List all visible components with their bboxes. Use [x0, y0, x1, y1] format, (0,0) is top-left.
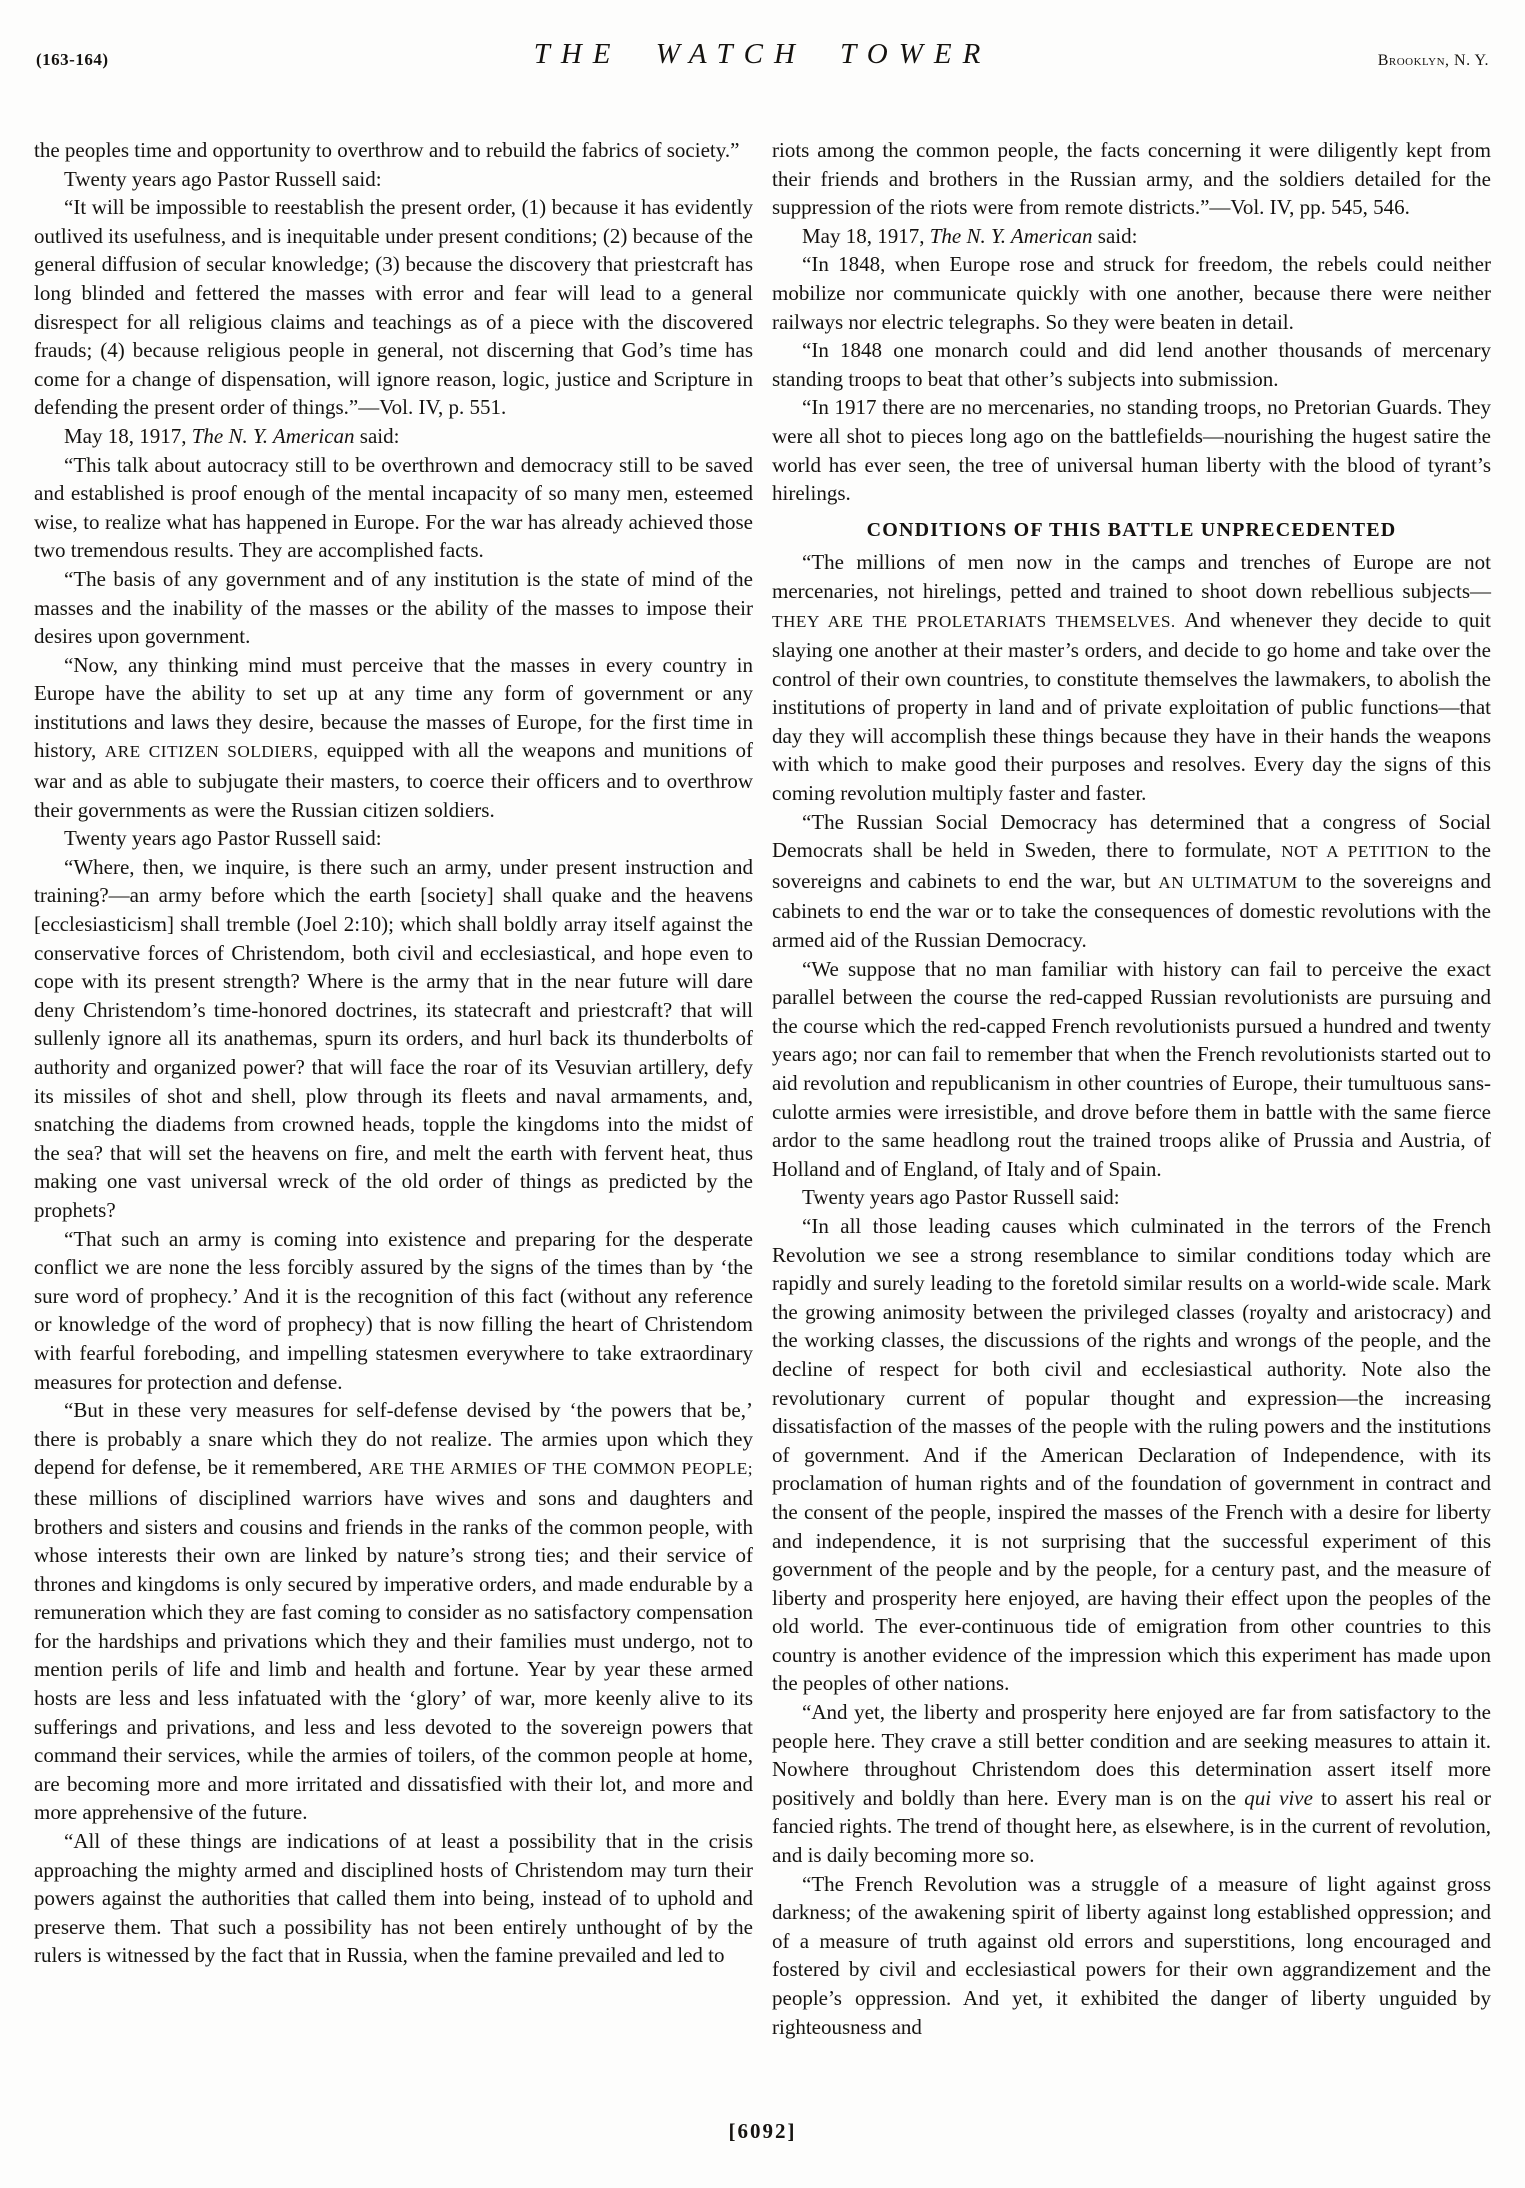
body-text: “In all those leading causes which culminated in the terrors of the French Revolution we see a strong resemblance to similar conditions today which are rapidly and surely leading to the foretold similar results on a world-wide scale. Mark the growing animosity between the privileged classes (royalty and aristocracy) and the working classes, the discussions of the rights and wrongs of the people, and the decline of respect for both civil and ecclesiastical authority. Note also the revolutionary current of popular thought and expression—the increasing dissatisfaction of the masses of the people with the ruling powers and the institutions of government. And if the American Declaration of Independence, with its proclamation of human rights and of the foundation of government in contract and the consent of the people, inspired the masses of the French with a desire for liberty and independence, it is not surprising that the successful experiment of this government of the people and by the people, for a century past, and the measure of liberty and prosperity here enjoyed, are having their effect upon the peoples of the old world. The ever-continuous tide of emigration from other countries to this country is another evidence of the impression which this experiment has made upon the peoples of other nations.	[772, 1213, 1491, 1696]
body-text: “It will be impossible to reestablish the present order, (1) because it has evidently outlived its usefulness, and is inequitable under present conditions; (2) because of the general diffusion of secular knowledge; (3) because the discovery that priestcraft has long blinded and fettered the masses with error and fear will lead to a general disrespect for all religious claims and teachings as of a piece with the discovered frauds; (4) because religious people in general, not discerning that God’s time has come for a change of dispensation, will ignore reason, logic, justice and Scripture in defending the present order of things.”—Vol. IV, p. 551.	[34, 195, 753, 420]
body-text: “All of these things are indications of at least a possibility that in the crisis approaching the mighty armed and disciplined hosts of Christendom may turn their powers against the authorities that called them into being, instead of to uphold and preserve them. That such a possibility has not been entirely unthought of by the rulers is witnessed by the fact that in Russia, when the famine prevailed and led to	[34, 1829, 753, 1968]
body-text: equipped with all the weapons and munitions of war and as able to subjugate their masters, to coerce their officers and to overthrow their governments as were the Russian citizen soldiers.	[34, 738, 753, 822]
body-text: “We suppose that no man familiar with history can fail to perceive the exact parallel between the course the red-capped Russian revolutionists are pursuing and the course which the red-capped French revolutionists pursued a hundred and twenty years ago; nor can fail to remember that when the French revolutionists started out to aid revolution and republicanism in other countries of Europe, their tumultuous sans-culotte armies were irresistible, and drove before them in battle with the same fierce ardor to the same headlong rout the trained troops alike of Prussia and Austria, of Holland and of England, of Italy and of Spain.	[772, 956, 1491, 1181]
body-text: to assert his real or fancied rights. The trend of thought here, as elsewhere, is in the current of revolution, and is daily becoming more so.	[772, 1785, 1491, 1868]
section-heading: CONDITIONS OF THIS BATTLE UNPRECEDENTED	[866, 518, 1397, 541]
body-text: “The Russian Social Democracy has determined that a congress of Social Democrats shall be held in Sweden, there to formulate,	[772, 809, 1491, 863]
body-text: “The basis of any government and of any institution is the state of mind of the masses and the inability of the masses or the ability of the masses to impose their desires upon government.	[34, 566, 753, 649]
body-text: “In 1848 one monarch could and did lend another thousands of mercenary standing troops to beat that other’s subjects into submission.	[772, 338, 1491, 391]
body-text: May 18, 1917,	[802, 223, 930, 248]
text-columns	[0, 110, 1525, 2041]
city-label: Brooklyn, N. Y.	[1377, 52, 1489, 69]
paragraph	[772, 336, 1491, 393]
paragraph	[772, 955, 1491, 1184]
paragraph	[34, 853, 753, 1225]
paragraph	[772, 808, 1491, 955]
body-text: “Now, any thinking mind must perceive that the masses in every country in Europe have the ability to set up at any time any form of government or any institutions and laws they desire, because the masses of Europe, for the first time in history,	[34, 652, 753, 763]
body-text: “That such an army is coming into existence and preparing for the desperate conflict we are none the less forcibly assured by the signs of the times than by ‘the sure word of prophecy.’ And it is the recognition of this fact (without any reference or knowledge of the word of prophecy) that is now filling the heart of Christendom with fearful foreboding, and impelling statesmen everywhere to take extraordinary measures for protection and defense.	[34, 1226, 753, 1394]
body-text: the peoples time and opportunity to overthrow and to rebuild the fabrics of society.”	[34, 138, 740, 162]
paragraph	[34, 1225, 753, 1397]
body-text: Twenty years ago Pastor Russell said:	[64, 166, 382, 191]
paragraph	[34, 451, 753, 565]
body-text: “In 1848, when Europe rose and struck for freedom, the rebels could neither mobilize nor communicate quickly with one another, because there were neither railways nor electric telegraphs. So they were beaten in detail.	[772, 252, 1491, 334]
journal-title: THE WATCH TOWER	[533, 38, 992, 70]
body-text: to the sovereigns and cabinets to end the war or to take the consequences of domestic revolutions with the armed aid of the Russian Democracy.	[772, 868, 1491, 953]
body-text: “And yet, the liberty and prosperity here enjoyed are far from satisfactory to the people here. They crave a still better condition and are seeking measures to attain it. Nowhere throughout Christendom does this determination assert itself more positively and boldly than here. Every man is on the	[772, 1700, 1491, 1810]
right-column	[772, 136, 1491, 2041]
paragraph	[34, 1396, 753, 1827]
italic-text: qui vive	[1244, 1785, 1313, 1810]
left-column	[34, 136, 753, 2041]
body-text: “The millions of men now in the camps and trenches of Europe are not mercenaries, not hirelings, petted and trained to shoot down rebellious subjects—	[772, 550, 1491, 603]
page-number: [6092]	[728, 2119, 797, 2143]
small-caps-text: NOT A PETITION	[1281, 842, 1430, 862]
small-caps-text: AN ULTIMATUM	[1158, 872, 1298, 892]
body-text: said:	[1092, 223, 1138, 248]
body-text: Twenty years ago Pastor Russell said:	[802, 1185, 1120, 1210]
body-text: “But in these very measures for self-defense devised by ‘the powers that be,’ there is probably a snare which they do not realize. The armies upon which they depend for defense, be it remembered,	[34, 1398, 753, 1480]
italic-text: The N. Y. American	[929, 223, 1093, 248]
body-text: “This talk about autocracy still to be overthrown and democracy still to be saved and established is proof enough of the mental incapacity of so many men, esteemed wise, to realize what has happened in Europe. For the war has already achieved those two tremendous results. They are accomplished facts.	[34, 452, 753, 563]
paragraph	[772, 1183, 1491, 1212]
body-text: “Where, then, we inquire, is there such an army, under present instruction and training?—an army before which the earth [society] shall quake and the heavens [ecclesiasticism] shall tremble (Joel 2:10); which shall boldly array itself against the conservative forces of Christendom, both civil and ecclesiastical, and hope even to cope with its present strength? Where is the army that in the near future will dare deny Christendom’s time-honored doctrines, its statecraft and priestcraft? that will sullenly ignore all its anathemas, spurn its orders, and hurl back its thunderbolts of authority and organized power? that will face the roar of its Vesuvian artillery, defy its missiles of shot and shell, plow through its fleets and naval armaments, and, snatching the diadems from crowned heads, topple the kingdoms into the midst of the sea? that will set the heavens on fire, and melt the earth with fervent heat, thus making one vast universal wreck of the old order of things as predicted by the prophets?	[34, 854, 753, 1222]
body-text: these millions of disciplined warriors have wives and sons and daughters and brothers and sisters and cousins and friends in the ranks of the common people, with whose interests their own are linked by nature’s strong ties; and their service of thrones and kingdoms is only secured by imperative orders, and made endurable by a remuneration which they are fast coming to consider as no satisfactory compensation for the hardships and privations which they and their families must undergo, not to mention perils of life and limb and health and fortune. Year by year these armed hosts are less and less infatuated with the ‘glory’ of war, more keenly alive to its sufferings and privations, and less and less devoted to the sovereign powers that command their services, while the armies of toilers, of the common people at home, are becoming more and more irritated and dissatisfied with their lot, and more and more apprehensive of the future.	[34, 1485, 753, 1825]
paragraph	[34, 136, 753, 165]
paragraph	[772, 250, 1491, 336]
italic-text: The N. Y. American	[191, 423, 355, 448]
paragraph	[772, 393, 1491, 507]
body-text: Twenty years ago Pastor Russell said:	[64, 826, 382, 851]
paragraph	[772, 1698, 1491, 1870]
paragraph	[772, 222, 1491, 251]
paragraph	[34, 193, 753, 422]
paragraph	[34, 565, 753, 651]
body-text: riots among the common people, the facts concerning it were diligently kept from their friends and brothers in the Russian army, and the soldiers detailed for the suppression of the riots were from remote districts.”—Vol. IV, pp. 545, 546.	[772, 138, 1491, 220]
folio-number: (163-164)	[36, 50, 109, 69]
paragraph	[34, 1827, 753, 1970]
body-text: And whenever they decide to quit slaying one another at their master’s orders, and decide to go home and take over the control of their own countries, to constitute themselves the lawmakers, to abolish the institutions of property in land and of private exploitation of public functions—that day they will accomplish these things because they have in their hands the weapons with which to make good their purposes and resolves. Every day the signs of this coming revolution multiply faster and faster.	[772, 607, 1491, 806]
small-caps-text: ARE CITIZEN SOLDIERS,	[104, 742, 319, 762]
paragraph	[34, 422, 753, 451]
small-caps-text: ARE THE ARMIES OF THE COMMON PEOPLE;	[368, 1459, 753, 1479]
paragraph	[772, 1212, 1491, 1698]
body-text: to the sovereigns and cabinets to end the war, but	[772, 838, 1492, 893]
body-text: “The French Revolution was a struggle of a measure of light against gross darkness; of the awakening spirit of liberty against long established oppression; and of a measure of truth against old errors and superstitions, long encouraged and fostered by civil and ecclesiastical powers for their own aggrandizement and the people’s oppression. And yet, it exhibited the danger of liberty unguided by righteousness and	[772, 1871, 1491, 2039]
paragraph	[34, 165, 753, 194]
body-text: May 18, 1917,	[64, 423, 192, 448]
masthead	[0, 0, 1525, 110]
paragraph	[772, 136, 1491, 222]
paragraph	[34, 824, 753, 853]
body-text: “In 1917 there are no mercenaries, no standing troops, no Pretorian Guards. They were all shot to pieces long ago on the battlefields—nourishing the hugest satire the world has ever seen, the tree of universal human liberty with the blood of tyrant’s hirelings.	[772, 395, 1491, 506]
paragraph	[772, 1870, 1491, 2042]
body-text: said:	[354, 423, 400, 448]
small-caps-text: THEY ARE THE PROLETARIATS THEMSELVES.	[772, 611, 1176, 631]
paragraph	[772, 548, 1491, 807]
paragraph	[34, 651, 753, 825]
